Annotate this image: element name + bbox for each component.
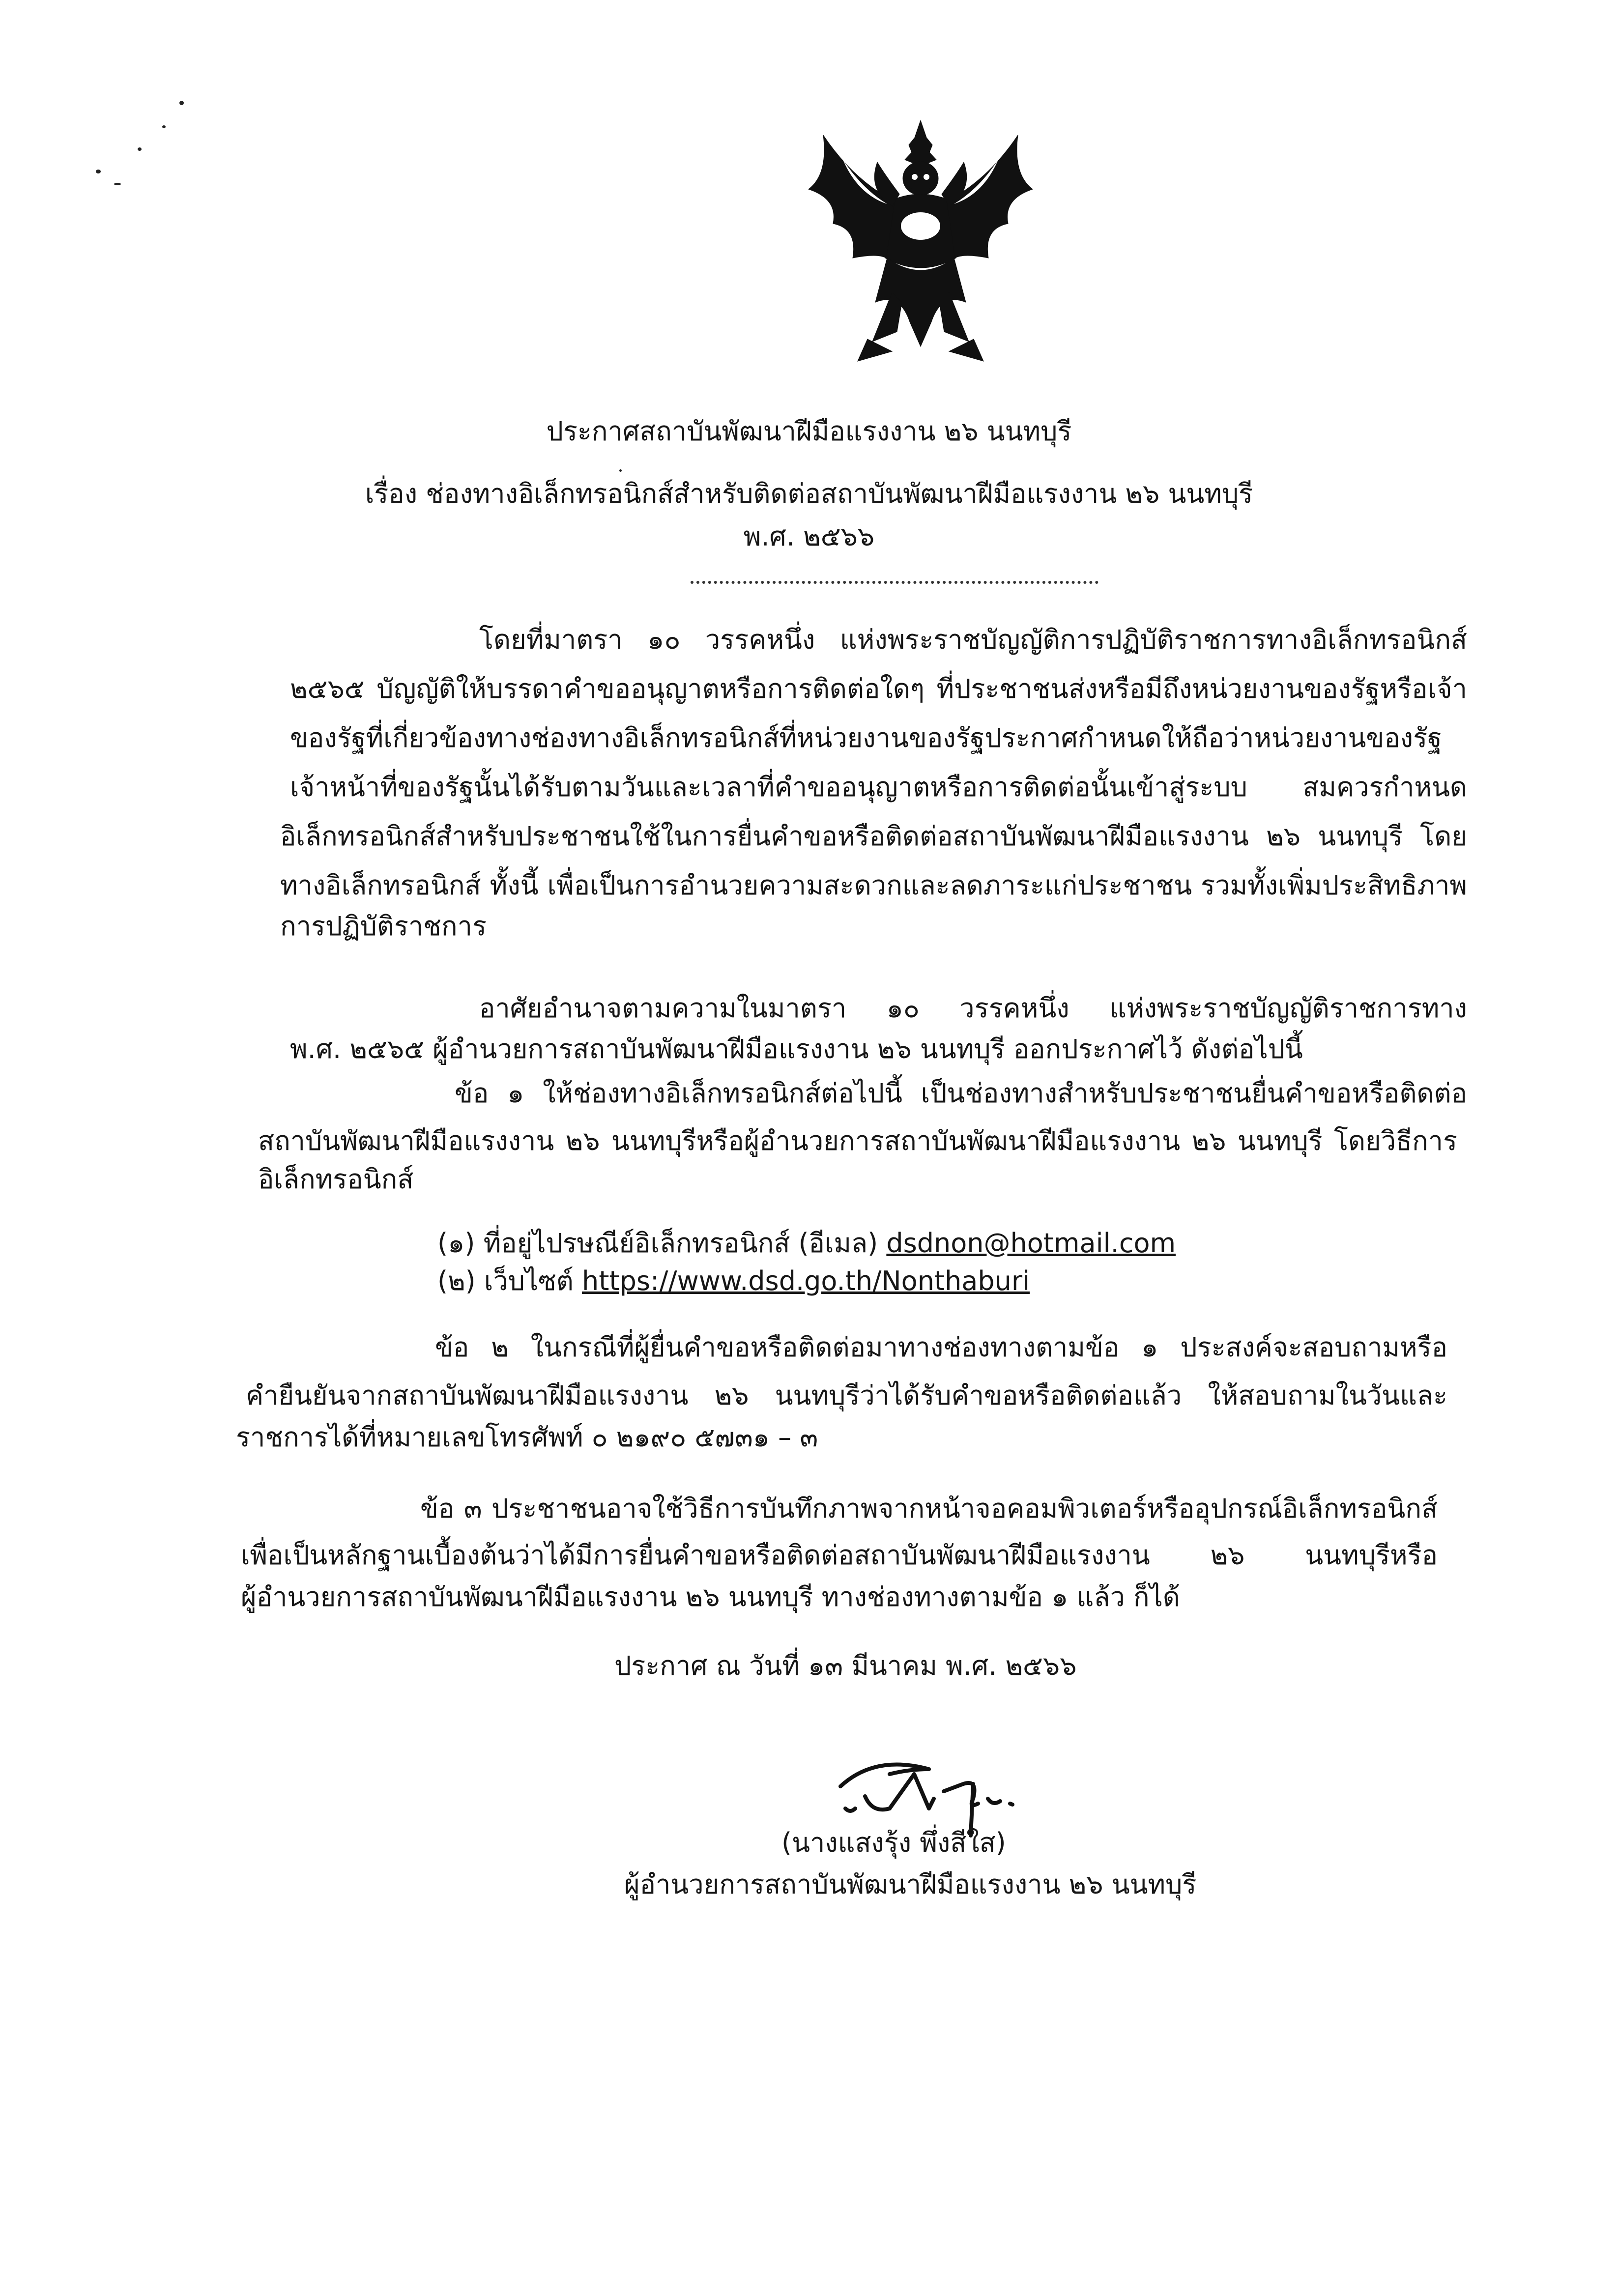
- scan-speck: [138, 147, 142, 151]
- paragraph-line: การปฏิบัติราชการ: [280, 911, 487, 942]
- clause-3-line: ผู้อำนวยการสถาบันพัฒนาฝีมือแรงงาน ๒๖ นนทบุรี ทางช่องทางตามข้อ ๑ แล้ว ก็ได้: [241, 1581, 1180, 1612]
- paragraph-line: พ.ศ. ๒๕๖๕ ผู้อำนวยการสถาบันพัฒนาฝีมือแรงงาน ๒๖ นนทบุรี ออกประกาศไว้ ดังต่อไปนี้: [290, 1033, 1303, 1064]
- clause-1-line: อิเล็กทรอนิกส์: [258, 1164, 414, 1195]
- signer-name: (นางแสงรุ้ง พึ่งสีใส): [781, 1827, 1006, 1858]
- clause-1-line: ข้อ ๑ ให้ช่องทางอิเล็กทรอนิกส์ต่อไปนี้ เป็นช่องทางสำหรับประชาชนยื่นคำขอหรือติดต่อ: [455, 1078, 1467, 1109]
- paragraph-line: ของรัฐที่เกี่ยวข้องทางช่องทางอิเล็กทรอนิกส์ที่หน่วยงานของรัฐประกาศกำหนดให้ถือว่าหน่วยงานของรัฐ: [290, 722, 1442, 753]
- paragraph-line: ๒๕๖๕ บัญญัติให้บรรดาคำขออนุญาตหรือการติดต่อใดๆ ที่ประชาชนส่งหรือมีถึงหน่วยงานของรัฐหรือเจ้า: [290, 673, 1467, 704]
- email-channel: [437, 1224, 1176, 1263]
- header-divider: [691, 581, 1098, 584]
- announcement-subject: เรื่อง ช่องทางอิเล็กทรอนิกส์สำหรับติดต่อสถาบันพัฒนาฝีมือแรงงาน ๒๖ นนทบุรี: [365, 478, 1253, 509]
- paragraph-line: เจ้าหน้าที่ของรัฐนั้นได้รับตามวันและเวลาที่คำขออนุญาตหรือการติดต่อนั้นเข้าสู่ระบบ สมควรกำหนด: [290, 772, 1467, 803]
- website-channel: [437, 1262, 1030, 1301]
- signer-position: ผู้อำนวยการสถาบันพัฒนาฝีมือแรงงาน ๒๖ นนทบุรี: [624, 1869, 1197, 1900]
- email-label: (๑) ที่อยู่ไปรษณีย์อิเล็กทรอนิกส์ (อีเมล): [437, 1228, 878, 1259]
- clause-1-line: สถาบันพัฒนาฝีมือแรงงาน ๒๖ นนทบุรีหรือผู้อำนวยการสถาบันพัฒนาฝีมือแรงงาน ๒๖ นนทบุรี โดยวิธีการ: [258, 1125, 1457, 1156]
- clause-2-line: คำยืนยันจากสถาบันพัฒนาฝีมือแรงงาน ๒๖ นนทบุรีว่าได้รับคำขอหรือติดต่อแล้ว ให้สอบถามในวันและ: [246, 1380, 1447, 1411]
- announcement-date: ประกาศ ณ วันที่ ๑๓ มีนาคม พ.ศ. ๒๕๖๖: [614, 1650, 1077, 1681]
- scan-speck: [619, 469, 622, 472]
- scan-speck: [162, 125, 166, 128]
- scan-speck: [114, 183, 121, 185]
- paragraph-line: โดยที่มาตรา ๑๐ วรรคหนึ่ง แห่งพระราชบัญญัติการปฏิบัติราชการทางอิเล็กทรอนิกส์: [479, 624, 1467, 655]
- clause-2-line: ข้อ ๒ ในกรณีที่ผู้ยื่นคำขอหรือติดต่อมาทางช่องทางตามข้อ ๑ ประสงค์จะสอบถามหรือ: [435, 1332, 1447, 1363]
- announcement-year: พ.ศ. ๒๕๖๖: [743, 521, 875, 552]
- scan-speck: [96, 170, 101, 173]
- paragraph-line: ทางอิเล็กทรอนิกส์ ทั้งนี้ เพื่อเป็นการอำนวยความสะดวกและลดภาระแก่ประชาชน รวมทั้งเพิ่มประสิทธิภาพ: [280, 870, 1467, 901]
- paragraph-line: อิเล็กทรอนิกส์สำหรับประชาชนใช้ในการยื่นคำขอหรือติดต่อสถาบันพัฒนาฝีมือแรงงาน ๒๖ นนทบุรี โดย: [280, 821, 1467, 852]
- website-label: (๒) เว็บไซต์: [437, 1265, 574, 1296]
- scan-speck: [179, 101, 184, 105]
- garuda-emblem-icon: [794, 115, 1049, 371]
- paragraph-line: อาศัยอำนาจตามความในมาตรา ๑๐ วรรคหนึ่ง แห่งพระราชบัญญัติราชการทาง: [479, 993, 1467, 1024]
- clause-3-line: เพื่อเป็นหลักฐานเบื้องต้นว่าได้มีการยื่นคำขอหรือติดต่อสถาบันพัฒนาฝีมือแรงงาน ๒๖ นนทบุรีหรือ: [241, 1540, 1438, 1571]
- announcement-title: ประกาศสถาบันพัฒนาฝีมือแรงงาน ๒๖ นนทบุรี: [546, 416, 1072, 447]
- clause-3-line: ข้อ ๓ ประชาชนอาจใช้วิธีการบันทึกภาพจากหน้าจอคอมพิวเตอร์หรืออุปกรณ์อิเล็กทรอนิกส์: [420, 1493, 1438, 1524]
- clause-2-line: ราชการได้ที่หมายเลขโทรศัพท์ ๐ ๒๑๙๐ ๕๗๓๑ – ๓: [236, 1422, 818, 1453]
- email-link[interactable]: dsdnon@hotmail.com: [886, 1228, 1176, 1259]
- website-link[interactable]: https://www.dsd.go.th/Nonthaburi: [582, 1265, 1030, 1296]
